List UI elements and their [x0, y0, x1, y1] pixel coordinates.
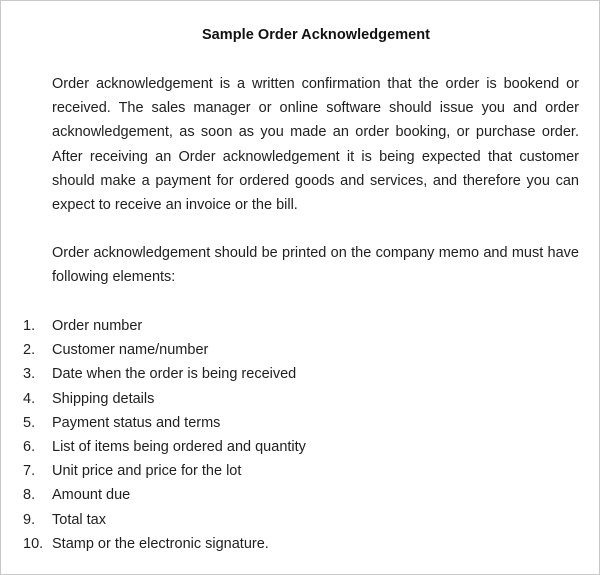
list-item-number: 2. — [23, 342, 36, 359]
list-item-text: Stamp or the electronic signature. — [52, 535, 269, 552]
list-item-number: 8. — [23, 487, 36, 504]
list-item-text: List of items being ordered and quantity — [52, 438, 306, 455]
list-item-text: Unit price and price for the lot — [52, 463, 242, 480]
list-item-text: Customer name/number — [52, 342, 209, 359]
list-item-text: Payment status and terms — [52, 414, 221, 431]
list-item-text: Date when the order is being received — [52, 366, 297, 383]
intro-paragraph: Order acknowledgement is a written confirmation that the order is bookend or received. The sales manager or online software should issue you and order acknowledgement, as soon as you made an order booking, or purchase order. After receiving an Order acknowledgement it is being expected that customer should make a payment for ordered goods and services, and therefore you can expect to receive an invoice or the bill. — [52, 76, 579, 214]
list-item-text: Shipping details — [52, 390, 155, 407]
list-item-text: Amount due — [52, 487, 131, 504]
list-item-number: 4. — [23, 390, 36, 407]
document-title: Sample Order Acknowledgement — [201, 27, 431, 43]
list-item-number: 5. — [23, 414, 36, 431]
list-item-number: 3. — [23, 366, 36, 383]
list-item-text: Total tax — [52, 511, 106, 528]
list-item-number: 9. — [23, 511, 36, 528]
list-item-number: 7. — [23, 463, 36, 480]
list-item-number: 1. — [23, 318, 36, 334]
elements-intro-paragraph: Order acknowledgement should be printed on the company memo and must have following elements: — [52, 245, 579, 286]
list-item-text: Order number — [52, 318, 143, 334]
list-item-number: 6. — [23, 438, 36, 455]
list-item-number: 10. — [23, 535, 44, 552]
